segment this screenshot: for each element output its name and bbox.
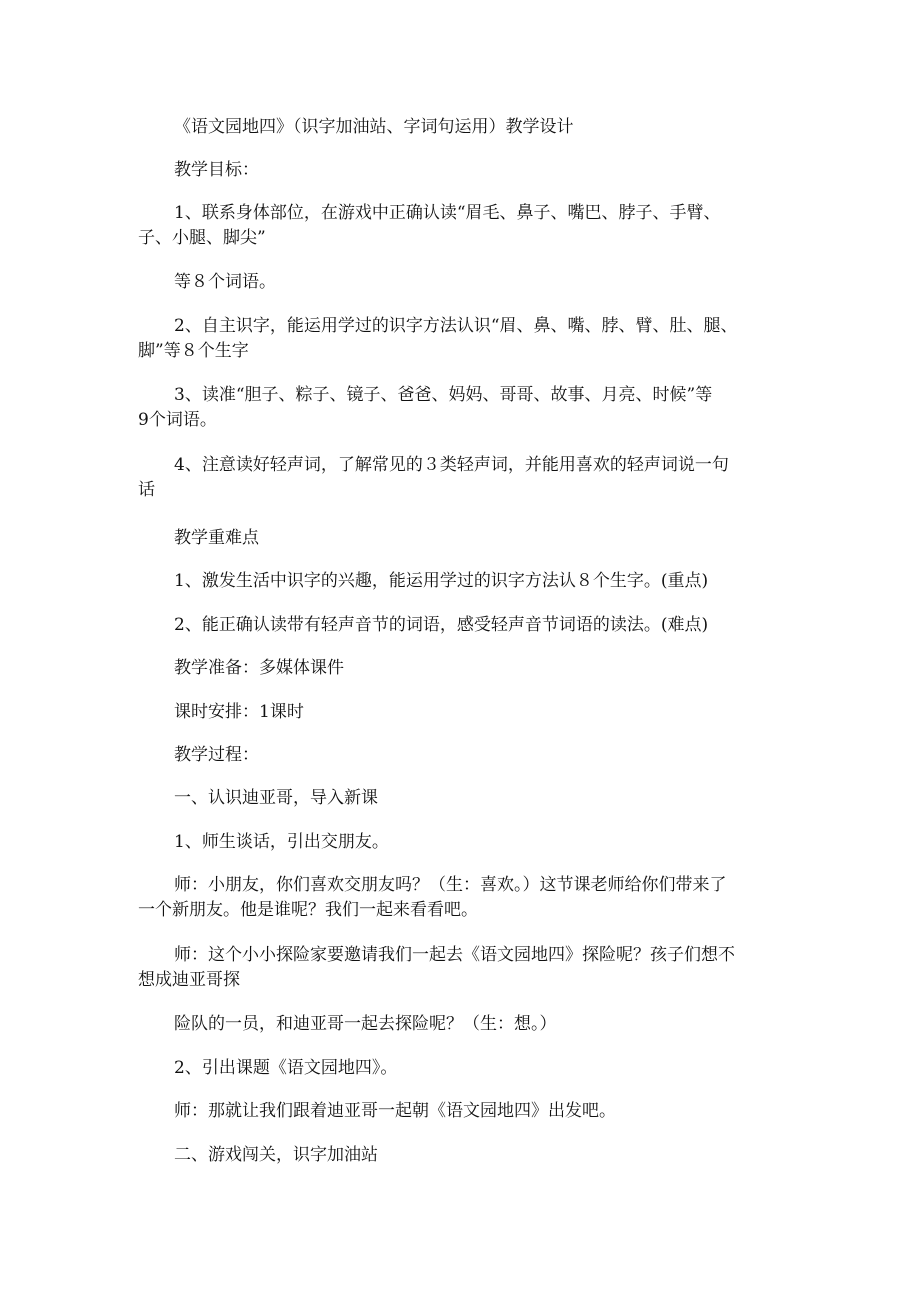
- paragraph-objective-2: 2、自主识字，能运用学过的识字方法认识“眉、鼻、嘴、脖、臂、肚、腿、 脚”等８个生字: [138, 316, 738, 361]
- paragraph-objective-1-cont: 等８个词语。: [174, 272, 276, 292]
- paragraph-key-point-1: 1、激发生活中识字的兴趣，能运用学过的识字方法认８个生字。(重点): [174, 571, 709, 591]
- paragraph-teacher-1: 师：小朋友，你们喜欢交朋友吗？（生：喜欢。）这节课老师给你们带来了 一个新朋友。他是谁呢？我们一起来看看吧。: [138, 875, 727, 920]
- paragraph-objective-4: 4、注意读好轻声词，了解常见的３类轻声词，并能用喜欢的轻声词说一句 话: [138, 455, 729, 500]
- paragraph-schedule: 课时安排：1课时: [174, 702, 304, 722]
- paragraph-objective-1: 1、联系身体部位，在游戏中正确认读“眉毛、鼻子、嘴巴、脖子、手臂、 子、小腿、脚尖”: [138, 203, 721, 248]
- paragraph-objectives-heading: 教学目标：: [174, 160, 259, 180]
- paragraph-step-2: 2、引出课题《语文园地四》。: [174, 1058, 398, 1078]
- paragraph-teacher-3: 师：那就让我们跟着迪亚哥一起朝《语文园地四》出发吧。: [174, 1101, 616, 1121]
- paragraph-teacher-2: 师：这个小小探险家要邀请我们一起去《语文园地四》探险呢？孩子们想不 想成迪亚哥探: [138, 945, 735, 990]
- paragraph-section-2: 二、游戏闯关，识字加油站: [174, 1145, 378, 1165]
- paragraph-teacher-2-cont: 险队的一员，和迪亚哥一起去探险呢？（生：想。）: [174, 1014, 557, 1034]
- paragraph-process-heading: 教学过程：: [174, 745, 259, 765]
- paragraph-preparation: 教学准备：多媒体课件: [174, 658, 344, 678]
- paragraph-section-1: 一、认识迪亚哥，导入新课: [174, 788, 378, 808]
- document-title: 《语文园地四》（识字加油站、字词句运用）教学设计: [174, 117, 574, 137]
- paragraph-key-points-heading: 教学重难点: [174, 528, 259, 548]
- paragraph-step-1: 1、师生谈话，引出交朋友。: [174, 832, 389, 852]
- paragraph-objective-3: 3、读准“胆子、粽子、镜子、爸爸、妈妈、哥哥、故事、月亮、时候”等 9个词语。: [138, 385, 713, 430]
- paragraph-key-point-2: 2、能正确认读带有轻声音节的词语，感受轻声音节词语的读法。(难点): [174, 615, 709, 635]
